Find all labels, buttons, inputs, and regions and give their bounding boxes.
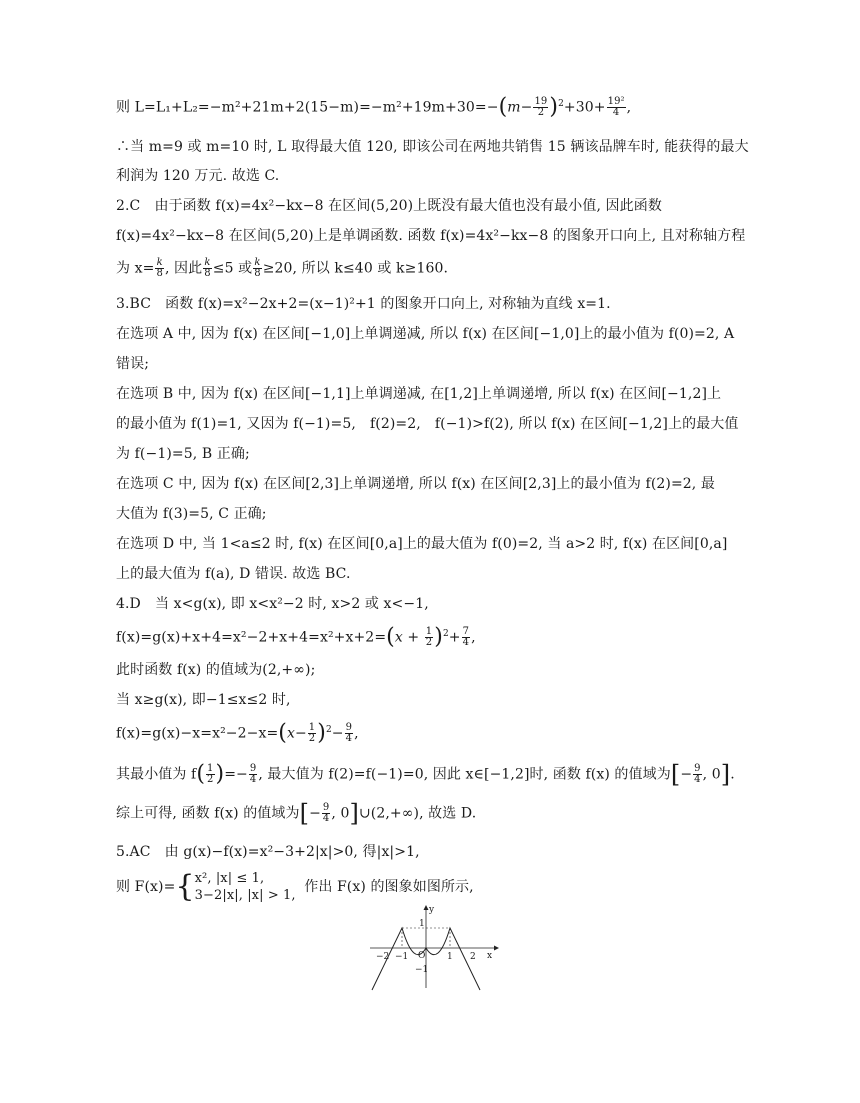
- function-graph: [362, 902, 502, 992]
- x-label: x: [487, 951, 493, 961]
- line-4: 2.C 由于函数 f(x)=4x²−kx−8 在区间(5,20)上既没有最大值也没有最小值, 因此函数: [116, 198, 662, 214]
- line-14: 大值为 f(3)=5, C 正确;: [116, 506, 267, 522]
- line-7: 3.BC 函数 f(x)=x²−2x+2=(x−1)²+1 的图象开口向上, 对称轴为直线 x=1.: [116, 296, 611, 312]
- fraction: $\frac{9}{4}$: [322, 802, 330, 824]
- y-label: y: [429, 905, 435, 915]
- line-15: 在选项 D 中, 当 1<a≤2 时, f(x) 在区间[0,a]上的最大值为 f(0)=2, 当 a>2 时, f(x) 在区间[0,a]: [116, 536, 728, 552]
- tick-label-m1: −1: [395, 952, 409, 962]
- formula-text: 则 L=L₁+L₂=−m²+21m+2(15−m)=−m²+19m+30=−: [116, 99, 499, 116]
- fraction: $\frac{k}{8}$: [254, 257, 261, 279]
- line-11: 的最小值为 f(1)=1, 又因为 f(−1)=5, f(2)=2, f(−1)>f(2), 所以 f(x) 在区间[−1,2]上的最大值: [116, 416, 739, 432]
- line-19: 此时函数 f(x) 的值域为(2,+∞);: [116, 662, 316, 678]
- line-17: 4.D 当 x<g(x), 即 x<x²−2 时, x>2 或 x<−1,: [116, 596, 429, 612]
- fraction: $\frac{1}{2}$: [425, 626, 433, 648]
- line-21: f(x)=g(x)−x=x²−2−x=(x− $\frac{1}{2}$ )$^2$− $\frac{9}{4}$ ,: [116, 720, 359, 746]
- line-3: 利润为 120 万元. 故选 C.: [116, 168, 280, 184]
- line-12: 为 f(−1)=5, B 正确;: [116, 446, 250, 462]
- line-22: 其最小值为 f( $\frac{1}{2}$ )=− $\frac{9}{4}$ , 最大值为 f(2)=f(−1)=0, 因此 x∈[−1,2]时, 函数 f(x) 的值域为[− $\frac{9}{4}$ , 0].: [116, 760, 735, 789]
- line-6: 为 x= $\frac{k}{8}$ , 因此 $\frac{k}{8}$ ≤5 或 $\frac{k}{8}$ ≥20, 所以 k≤40 或 k≥160.: [116, 257, 449, 279]
- paren-open: (: [498, 94, 508, 120]
- tick-label-m2: −2: [376, 952, 390, 962]
- tick-label-1: 1: [447, 952, 453, 962]
- line-16: 上的最大值为 f(a), D 错误. 故选 BC.: [116, 566, 351, 582]
- line-1: 则 L=L₁+L₂=−m²+21m+2(15−m)=−m²+19m+30=−(m− $\frac{19}{2}$ )$^2$+30+ $\frac{\text{19²}}{4}$ ,: [116, 94, 632, 120]
- y-axis-arrow: [424, 905, 429, 910]
- fraction: $\frac{1}{2}$: [308, 722, 316, 744]
- line-13: 在选项 C 中, 因为 f(x) 在区间[2,3]上单调递增, 所以 f(x) 在区间[2,3]上的最小值为 f(2)=2, 最: [116, 476, 715, 492]
- origin-label: O: [418, 951, 426, 961]
- fraction: $\frac{k}{8}$: [156, 257, 163, 279]
- fraction: $\frac{7}{4}$: [462, 626, 470, 648]
- fraction: $\frac{9}{4}$: [694, 763, 701, 785]
- y-tick-1: 1: [419, 919, 425, 929]
- graph-svg: [362, 902, 502, 992]
- line-18: f(x)=g(x)+x+4=x²−2+x+4=x²+x+2=(x + $\frac{1}{2}$ )$^2$+ $\frac{7}{4}$ ,: [116, 624, 476, 650]
- piecewise-rows: x², |x| ≤ 1, 3−2|x|, |x| > 1,: [194, 871, 296, 903]
- fraction: $\frac{9}{4}$: [249, 763, 257, 785]
- fraction: $\frac{k}{8}$: [204, 257, 211, 279]
- line-10: 在选项 B 中, 因为 f(x) 在区间[−1,1]上单调递减, 在[1,2]上单调递增, 所以 f(x) 在区间[−1,2]上: [116, 386, 722, 402]
- line-9: 错误;: [116, 356, 150, 372]
- fraction: $\frac{\text{19²}}{4}$: [607, 96, 625, 118]
- line-20: 当 x≥g(x), 即−1≤x≤2 时,: [116, 692, 291, 708]
- formula-part: m−: [507, 99, 533, 116]
- tick-label-2: 2: [470, 952, 476, 962]
- brace: {: [175, 869, 195, 904]
- line-8: 在选项 A 中, 因为 f(x) 在区间[−1,0]上单调递减, 所以 f(x) 在区间[−1,0]上的最小值为 f(0)=2, A: [116, 326, 735, 342]
- line-2: ∴当 m=9 或 m=10 时, L 取得最大值 120, 即该公司在两地共销售 15 辆该品牌车时, 能获得的最大: [116, 139, 749, 155]
- line-25: 则 F(x)={ x², |x| ≤ 1, 3−2|x|, |x| > 1, 作出 F(x) 的图象如图所示,: [116, 869, 474, 904]
- x-axis-arrow: [494, 946, 499, 951]
- paren-close: ): [549, 94, 559, 120]
- fraction: $\frac{19}{2}$: [534, 96, 548, 118]
- y-tick-m1: −1: [415, 965, 429, 975]
- formula-part: +30+: [563, 99, 606, 116]
- line-23: 综上可得, 函数 f(x) 的值域为[− $\frac{9}{4}$ , 0]∪(2,+∞), 故选 D.: [116, 799, 477, 828]
- fraction: $\frac{9}{4}$: [345, 722, 353, 744]
- line-24: 5.AC 由 g(x)−f(x)=x²−3+2|x|>0, 得|x|>1,: [116, 844, 420, 860]
- line-5: f(x)=4x²−kx−8 在区间(5,20)上是单调函数. 函数 f(x)=4x²−kx−8 的图象开口向上, 且对称轴方程: [116, 228, 746, 244]
- fraction: $\frac{1}{2}$: [207, 763, 214, 785]
